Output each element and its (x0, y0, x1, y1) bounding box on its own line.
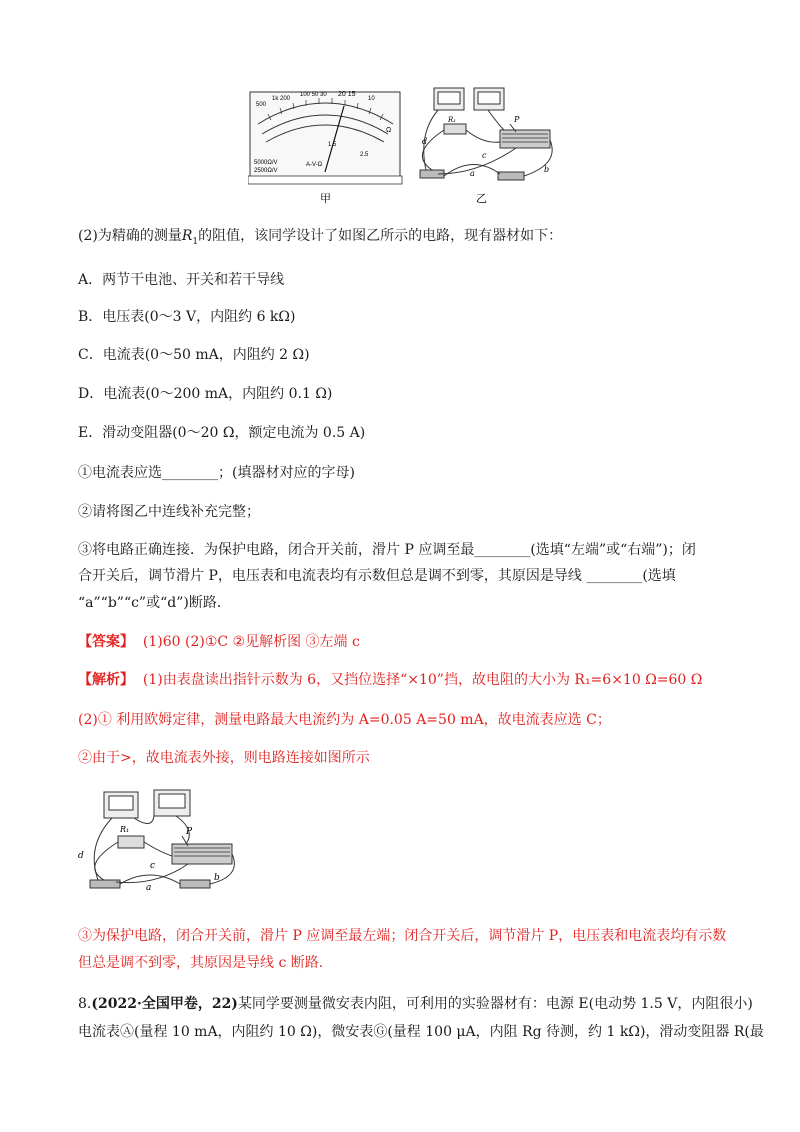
multimeter-dial (248, 91, 402, 184)
sub-question-3-line1: ③将电路正确连接．为保护电路，闭合开关前，滑片 P 应调至最________(选填“左端”或“右端”)；闭 (78, 542, 696, 558)
caption-yi: 乙 (476, 192, 487, 205)
answer-tag: 【答案】 (78, 634, 134, 650)
figure-meter-and-circuit (248, 84, 560, 206)
option-b: B．电压表(0～3 V，内阻约 6 kΩ) (78, 309, 296, 325)
answer (78, 632, 360, 652)
analysis-line1: 【解析】 (1)由表盘读出指针示数为 6，又挡位选择“×10”挡，故电阻的大小为 R₁=6×10 Ω=60 Ω (78, 672, 703, 688)
sub-question-2: ②请将图乙中连线补充完整； (78, 504, 260, 520)
mid-label-r1: R₁ (120, 825, 130, 834)
q8-line2: 电流表Ⓐ(量程 10 mA，内阻约 10 Ω)，微安表Ⓖ(量程 100 μA，内阻 Rg 待测，约 1 kΩ)，滑动变阻器 R(最 (78, 1024, 764, 1040)
label-a: a (470, 169, 475, 178)
caption-jia: 甲 (320, 192, 331, 205)
option-a: A．两节干电池、开关和若干导线 (78, 272, 285, 288)
analysis-tag: 【解析】 (78, 672, 134, 688)
option-e: E．滑动变阻器(0～20 Ω，额定电流为 0.5 A) (78, 425, 366, 441)
mid-label-a: a (146, 883, 152, 893)
figure-circuit-completed (76, 786, 240, 896)
answer-text: (1)60 (2)①C ②见解析图 ③左端 c (142, 634, 360, 650)
analysis-line3: ②由于>，故电流表外接，则电路连接如图所示 (78, 750, 370, 766)
sub-question-3-line2: 合开关后，调节滑片 P，电压表和电流表均有示数但总是调不到零，其原因是导线 ________(选填 (78, 568, 676, 584)
svg-text:10: 10 (368, 96, 375, 102)
mid-label-c: c (150, 861, 156, 871)
svg-text:100 50 30: 100 50 30 (300, 92, 327, 98)
svg-text:20 15: 20 15 (338, 91, 356, 98)
analysis-line2: (2)① 利用欧姆定律，测量电路最大电流约为 A=0.05 A=50 mA，故电流表应选 C； (78, 712, 611, 728)
analysis-line4: ③为保护电路，闭合开关前，滑片 P 应调至最左端；闭合开关后，调节滑片 P，电压表和电流表均有示数 (78, 928, 727, 944)
mid-label-d: d (78, 851, 84, 861)
svg-text:2.5: 2.5 (360, 152, 369, 158)
mid-label-p: P (186, 827, 193, 837)
label-p: P (514, 115, 520, 124)
label-c: c (482, 151, 487, 160)
svg-text:A-V-Ω: A-V-Ω (306, 162, 323, 168)
svg-text:500: 500 (256, 102, 267, 108)
svg-text:2500Ω/V: 2500Ω/V (254, 168, 278, 174)
circuit-diagram-top (420, 88, 552, 180)
svg-text:1.5: 1.5 (328, 142, 337, 148)
svg-text:5000Ω/V: 5000Ω/V (254, 160, 278, 166)
sub-question-1: ①电流表应选________；(填器材对应的字母) (78, 465, 355, 481)
mid-label-b: b (214, 873, 220, 883)
analysis-line5: 但总是调不到零，其原因是导线 c 断路. (78, 955, 324, 971)
label-r1: R₁ (448, 116, 457, 124)
sub-question-3-line3: “a”“b”“c”或“d”)断路． (78, 595, 231, 611)
q8-source: (2022·全国甲卷，22) (91, 996, 238, 1012)
label-b: b (544, 165, 550, 174)
q8-line1: 8.(2022·全国甲卷，22)某同学要测量微安表内阻，可利用的实验器材有：电源 E(电动势 1.5 V，内阻很小) (78, 996, 753, 1012)
option-d: D．电流表(0～200 mA，内阻约 0.1 Ω) (78, 386, 333, 402)
svg-text:1k 200: 1k 200 (272, 96, 291, 102)
option-c: C．电流表(0～50 mA，内阻约 2 Ω) (78, 347, 310, 363)
svg-text:Ω: Ω (386, 127, 392, 134)
q2-intro: (2)为精确的测量$R_1$的阻值，该同学设计了如图乙所示的电路，现有器材如下： (78, 228, 563, 247)
label-d: d (422, 137, 428, 146)
